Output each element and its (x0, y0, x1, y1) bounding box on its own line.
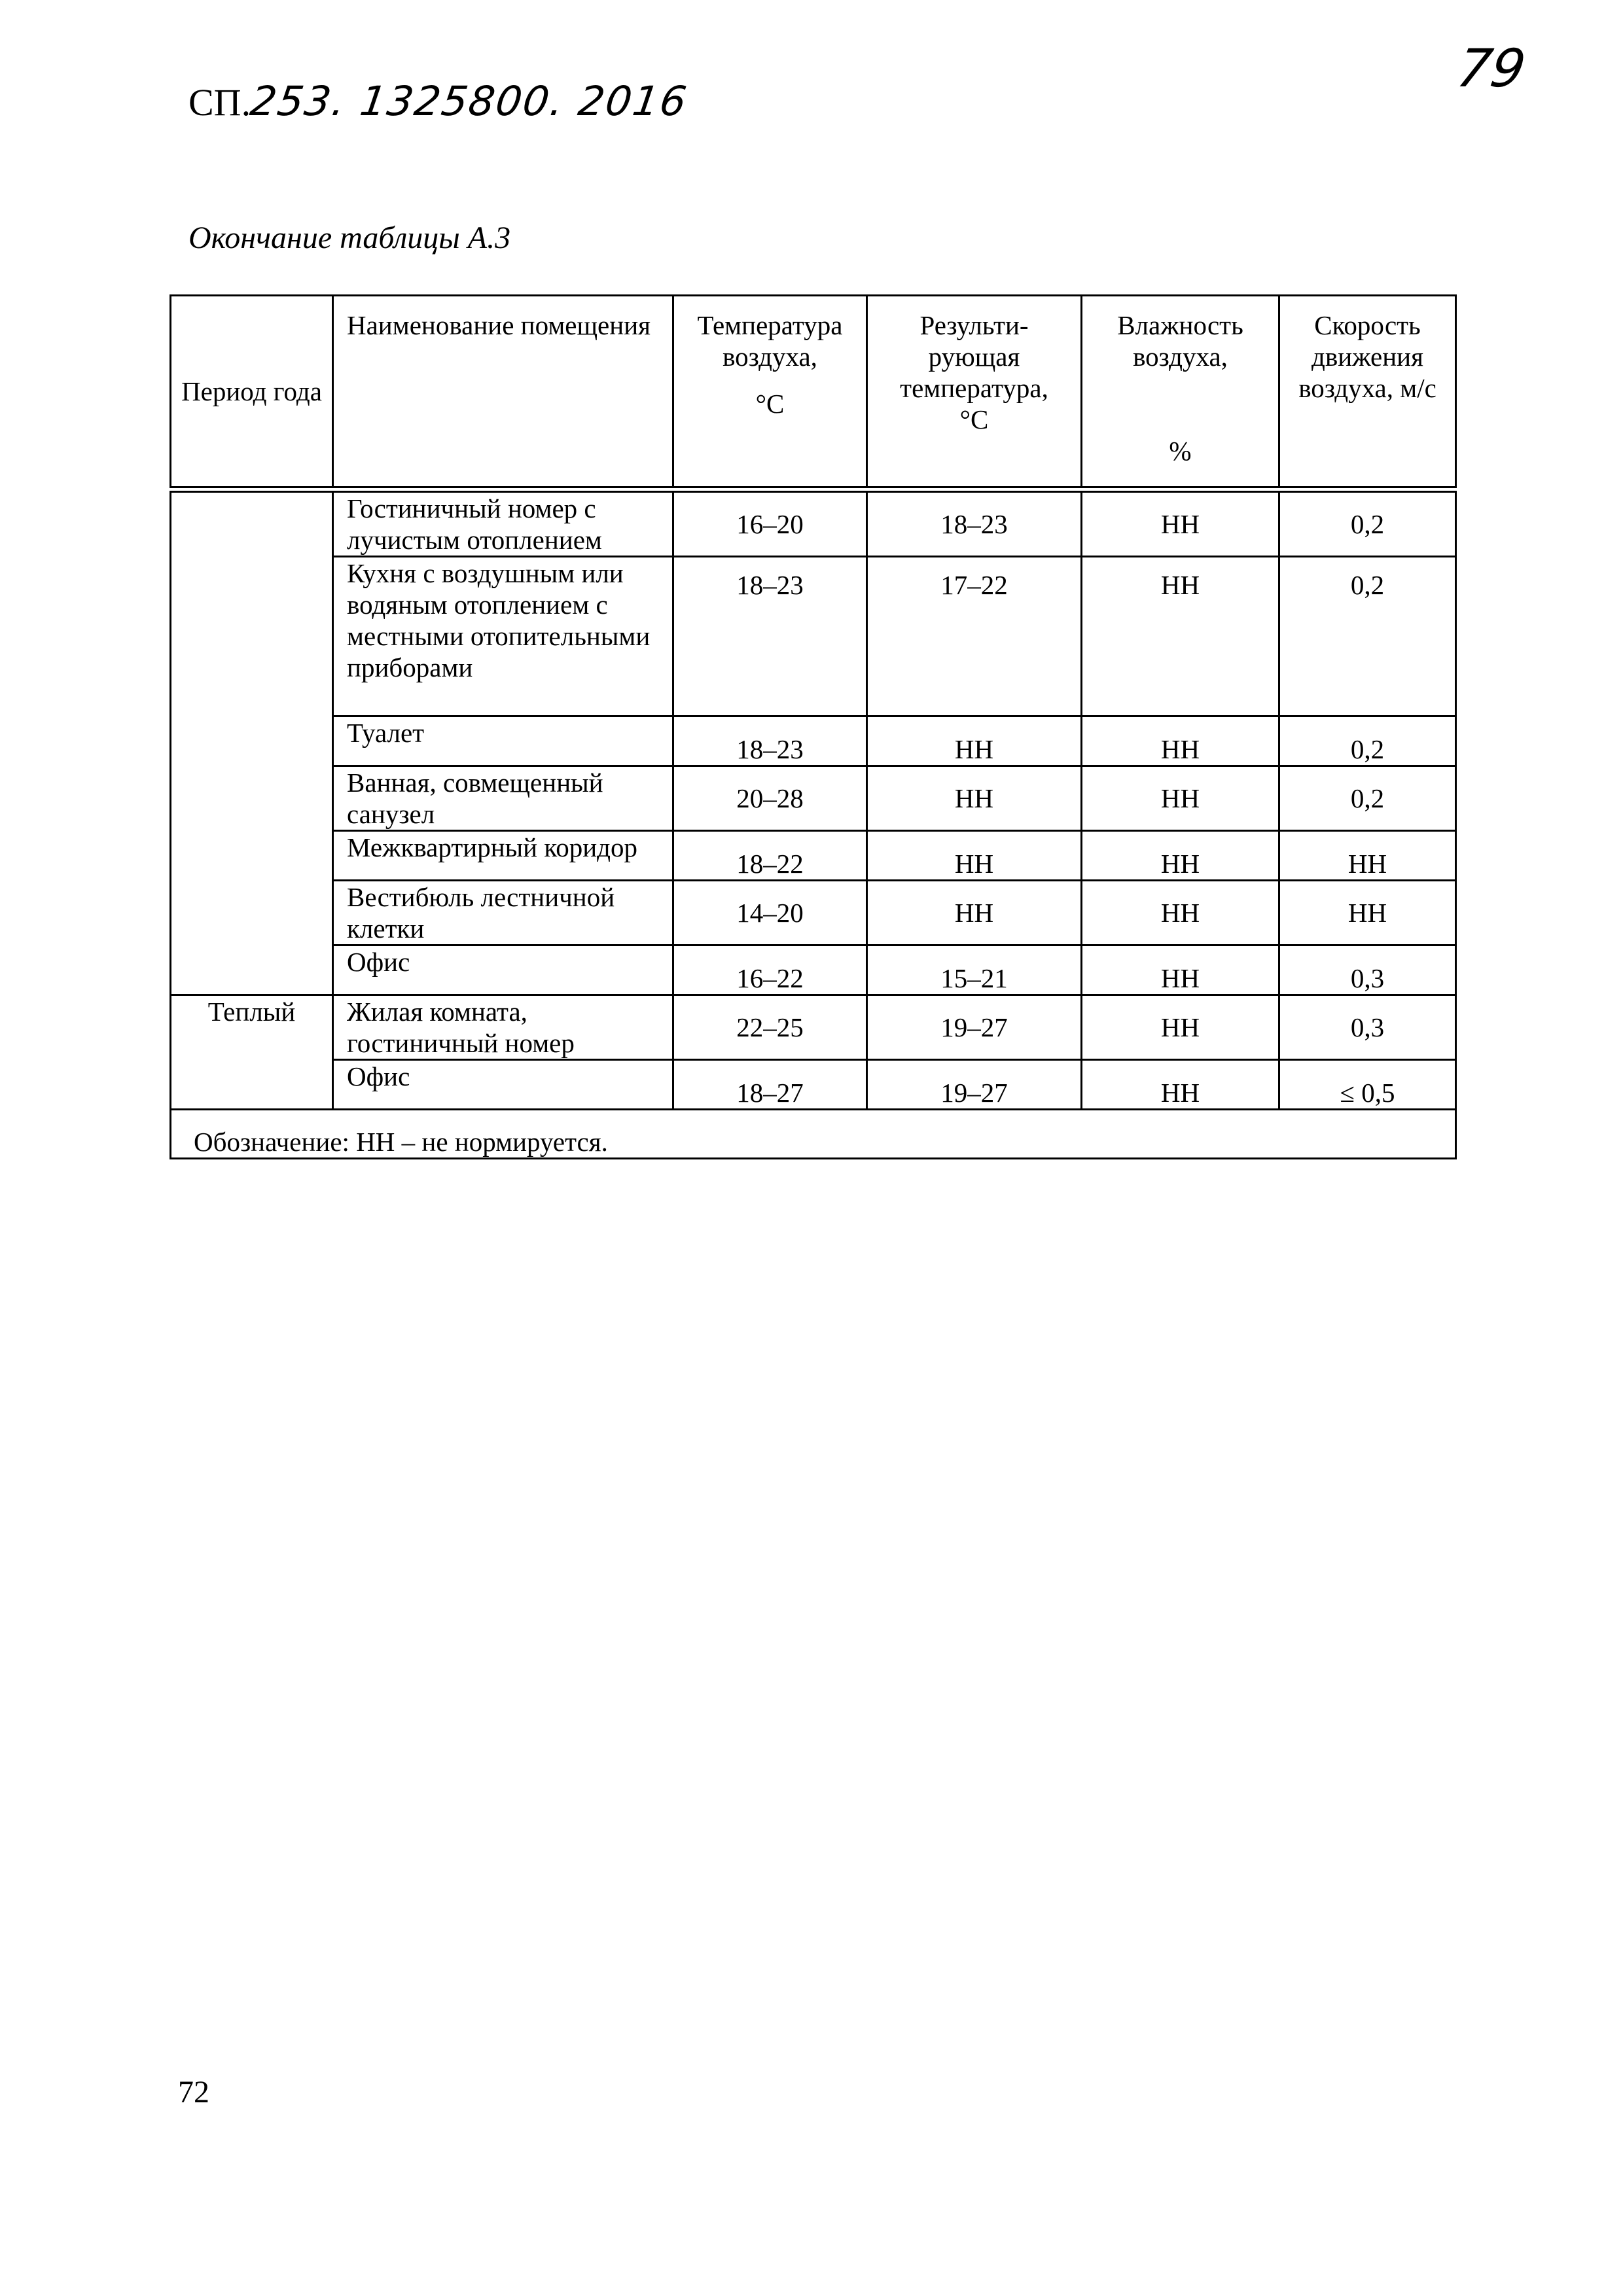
result-temp-cell: 19–27 (867, 1060, 1082, 1110)
table-row (171, 995, 1456, 1060)
result-temp-cell: 17–22 (867, 557, 1082, 716)
air-temp-cell: 22–25 (673, 995, 867, 1060)
header-humidity-unit: % (1169, 436, 1192, 466)
air-temp-cell: 18–23 (673, 716, 867, 766)
room-cell: Ванная, совмещенный санузел (333, 766, 673, 831)
air-temp-cell: 16–22 (673, 945, 867, 995)
header-result-temp (867, 296, 1082, 490)
humidity-cell: НН (1082, 945, 1279, 995)
document-code-prefix: СП. (188, 81, 251, 124)
header-humidity-label: Влажность воздуха, (1117, 310, 1243, 372)
room-cell: Гостиничный номер с лучистым отоплением (333, 489, 673, 557)
table-row (171, 831, 1456, 881)
table-caption: Окончание таблицы А.3 (188, 221, 511, 255)
norms-table (169, 294, 1457, 1159)
humidity-cell: НН (1082, 881, 1279, 945)
result-temp-cell: НН (867, 881, 1082, 945)
document-code (188, 77, 691, 125)
table-row (171, 881, 1456, 945)
room-cell: Офис (333, 945, 673, 995)
header-result-temp-unit: °С (959, 404, 989, 434)
air-speed-cell: 0,2 (1279, 489, 1456, 557)
room-cell: Офис (333, 1060, 673, 1110)
air-temp-cell: 20–28 (673, 766, 867, 831)
table-row (171, 945, 1456, 995)
header-result-temp-label: Результи-рующая температура, (900, 310, 1048, 403)
air-temp-cell: 16–20 (673, 489, 867, 557)
air-speed-cell: ≤ 0,5 (1279, 1060, 1456, 1110)
handwritten-sheet-number: 79 (1452, 38, 1530, 99)
header-period: Период года (171, 296, 333, 490)
result-temp-cell: НН (867, 766, 1082, 831)
room-cell: Кухня с воздушным или водяным отоплением с местными отопительными приборами (333, 557, 673, 716)
header-air-temp (673, 296, 867, 490)
humidity-cell: НН (1082, 831, 1279, 881)
air-speed-cell: 0,2 (1279, 557, 1456, 716)
period-warm-cell: Теплый (171, 995, 333, 1110)
room-cell: Вестибюль лестничной клетки (333, 881, 673, 945)
result-temp-cell: НН (867, 831, 1082, 881)
air-speed-cell: 0,2 (1279, 766, 1456, 831)
result-temp-cell: 18–23 (867, 489, 1082, 557)
humidity-cell: НН (1082, 716, 1279, 766)
room-cell: Межквартирный коридор (333, 831, 673, 881)
table-row (171, 716, 1456, 766)
table-row (171, 766, 1456, 831)
humidity-cell: НН (1082, 1060, 1279, 1110)
header-air-temp-label: Температура воздуха, (697, 310, 843, 372)
table-row (171, 489, 1456, 557)
humidity-cell: НН (1082, 489, 1279, 557)
header-air-speed: Скорость движения воздуха, м/с (1279, 296, 1456, 490)
result-temp-cell: 19–27 (867, 995, 1082, 1060)
humidity-cell: НН (1082, 557, 1279, 716)
air-speed-cell: 0,2 (1279, 716, 1456, 766)
humidity-cell: НН (1082, 995, 1279, 1060)
table-row (171, 557, 1456, 716)
period-cold-cell (171, 489, 333, 995)
header-humidity (1082, 296, 1279, 490)
table-row (171, 1060, 1456, 1110)
header-room: Наименование помещения (333, 296, 673, 490)
result-temp-cell: НН (867, 716, 1082, 766)
document-code-handwritten: 253. 1325800. 2016 (247, 77, 691, 125)
air-speed-cell: 0,3 (1279, 945, 1456, 995)
room-cell: Жилая комната, гостиничный номер (333, 995, 673, 1060)
air-speed-cell: НН (1279, 881, 1456, 945)
air-temp-cell: 14–20 (673, 881, 867, 945)
air-speed-cell: 0,3 (1279, 995, 1456, 1060)
air-temp-cell: 18–27 (673, 1060, 867, 1110)
table-note-row (171, 1110, 1456, 1159)
page-number: 72 (178, 2075, 209, 2110)
air-temp-cell: 18–23 (673, 557, 867, 716)
table-header-row (171, 296, 1456, 490)
header-air-temp-unit: °С (755, 389, 785, 419)
air-speed-cell: НН (1279, 831, 1456, 881)
result-temp-cell: 15–21 (867, 945, 1082, 995)
room-cell: Туалет (333, 716, 673, 766)
air-temp-cell: 18–22 (673, 831, 867, 881)
humidity-cell: НН (1082, 766, 1279, 831)
table-note: Обозначение: НН – не нормируется. (171, 1110, 1456, 1159)
